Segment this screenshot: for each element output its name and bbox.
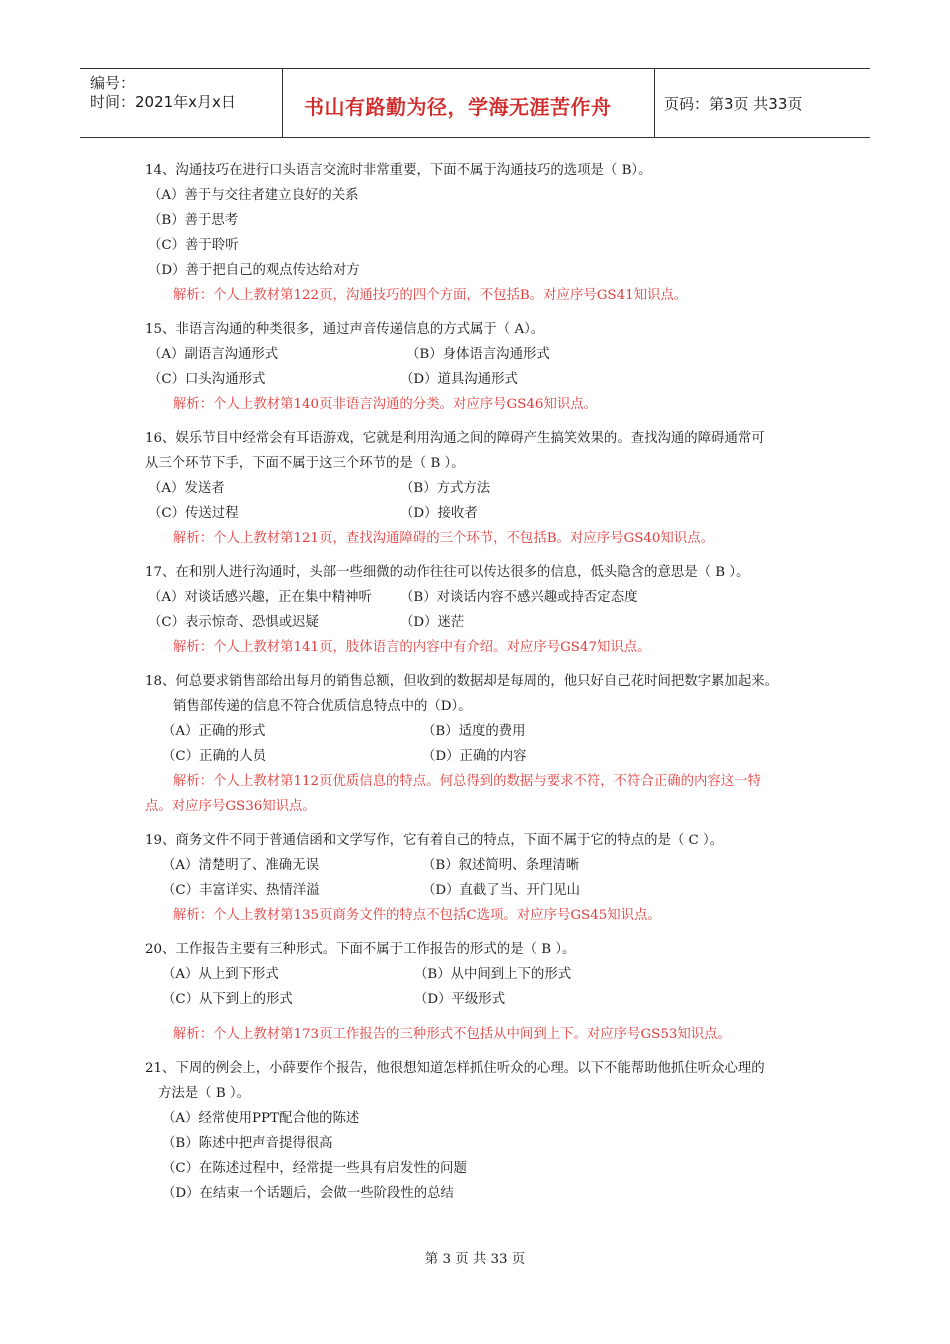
- option: （C）善于聆听: [148, 238, 239, 253]
- question-stem: 销售部传递的信息不符合优质信息特点中的（D）。: [173, 699, 472, 714]
- question-stem: 从三个环节下手，下面不属于这三个环节的是（ B ）。: [145, 456, 465, 471]
- analysis-text: 解析：个人上教材第135页商务文件的特点不包括C选项。对应序号GS45知识点。: [173, 908, 661, 923]
- analysis-text: 点。对应序号GS36知识点。: [145, 799, 316, 814]
- question-stem: 20、工作报告主要有三种形式。下面不属于工作报告的形式的是（ B ）。: [145, 942, 576, 957]
- analysis-text: 解析：个人上教材第173页工作报告的三种形式不包括从中间到上下。对应序号GS53知识点。: [173, 1027, 731, 1042]
- option: （A）正确的形式: [162, 724, 266, 739]
- question-stem: 14、沟通技巧在进行口头语言交流时非常重要，下面不属于沟通技巧的选项是（ B）。: [145, 163, 652, 178]
- analysis-text: 解析：个人上教材第122页，沟通技巧的四个方面，不包括B。对应序号GS41知识点。: [173, 288, 688, 303]
- option: （B）适度的费用: [422, 724, 526, 739]
- header-page-cell: [654, 69, 870, 137]
- question-stem: 16、娱乐节目中经常会有耳语游戏，它就是利用沟通之间的障碍产生搞笑效果的。查找沟通的障碍通常可: [145, 431, 765, 446]
- option: （C）表示惊奇、恐惧或迟疑: [148, 615, 319, 630]
- page-header: [80, 68, 870, 138]
- option: （A）对谈话感兴趣，正在集中精神听: [148, 590, 372, 605]
- option: （B）陈述中把声音提得很高: [162, 1136, 333, 1151]
- option: （A）经常使用PPT配合他的陈述: [162, 1111, 360, 1126]
- option: （B）叙述简明、条理清晰: [422, 858, 580, 873]
- option: （D）善于把自己的观点传达给对方: [148, 263, 360, 278]
- question-stem: 18、何总要求销售部给出每月的销售总额，但收到的数据却是每周的，他只好自己花时间把数字累加起来。: [145, 674, 779, 689]
- option: （A）善于与交往者建立良好的关系: [148, 188, 359, 203]
- analysis-text: 解析：个人上教材第140页非语言沟通的分类。对应序号GS46知识点。: [173, 397, 598, 412]
- option: （D）在结束一个话题后，会做一些阶段性的总结: [162, 1186, 454, 1201]
- question-stem: 19、商务文件不同于普通信函和文学写作，它有着自己的特点，下面不属于它的特点的是（ C ）。: [145, 833, 724, 848]
- option: （A）清楚明了、准确无误: [162, 858, 319, 873]
- option: （B）对谈话内容不感兴趣或持否定态度: [400, 590, 638, 605]
- option: （C）从下到上的形式: [162, 992, 293, 1007]
- option: （A）副语言沟通形式: [148, 347, 279, 362]
- option: （D）道具沟通形式: [400, 372, 518, 387]
- option: （B）善于思考: [148, 213, 239, 228]
- option: （D）平级形式: [414, 992, 506, 1007]
- option: （B）身体语言沟通形式: [406, 347, 550, 362]
- option: （C）在陈述过程中，经常提一些具有启发性的问题: [162, 1161, 467, 1176]
- question-stem: 21、下周的例会上，小薛要作个报告，他很想知道怎样抓住听众的心理。以下不能帮助他抓住听众心理的: [145, 1061, 765, 1076]
- option: （D）直截了当、开门见山: [422, 883, 581, 898]
- question-stem: 15、非语言沟通的种类很多，通过声音传递信息的方式属于（ A）。: [145, 322, 545, 337]
- option: （B）方式方法: [400, 481, 491, 496]
- option: （C）传送过程: [148, 506, 239, 521]
- question-stem: 方法是（ B ）。: [158, 1086, 250, 1101]
- analysis-text: 解析：个人上教材第141页，肢体语言的内容中有介绍。对应序号GS47知识点。: [173, 640, 651, 655]
- option: （A）从上到下形式: [162, 967, 279, 982]
- option: （A）发送者: [148, 481, 225, 496]
- option: （D）正确的内容: [422, 749, 527, 764]
- header-meta-cell: [80, 69, 283, 137]
- option: （D）接收者: [400, 506, 478, 521]
- analysis-text: 解析：个人上教材第112页优质信息的特点。何总得到的数据与要求不符，不符合正确的内容这一特: [173, 774, 761, 789]
- page-info: 页码：第3页 共33页: [664, 95, 803, 113]
- page-footer: 第 3 页 共 33 页: [424, 1252, 526, 1267]
- option: （C）正确的人员: [162, 749, 266, 764]
- number-label: 编号：: [90, 74, 136, 92]
- motto-text: 书山有路勤为径，学海无涯苦作舟: [304, 95, 612, 119]
- question-stem: 17、在和别人进行沟通时，头部一些细微的动作往往可以传达很多的信息，低头隐含的意思是（ B ）。: [145, 565, 750, 580]
- option: （C）丰富详实、热情洋溢: [162, 883, 320, 898]
- option: （D）迷茫: [400, 615, 465, 630]
- analysis-text: 解析：个人上教材第121页，查找沟通障碍的三个环节，不包括B。对应序号GS40知识点。: [173, 531, 714, 546]
- time-label: 时间：2021年x月x日: [90, 93, 236, 111]
- option: （C）口头沟通形式: [148, 372, 266, 387]
- header-motto-cell: [282, 69, 655, 137]
- option: （B）从中间到上下的形式: [414, 967, 572, 982]
